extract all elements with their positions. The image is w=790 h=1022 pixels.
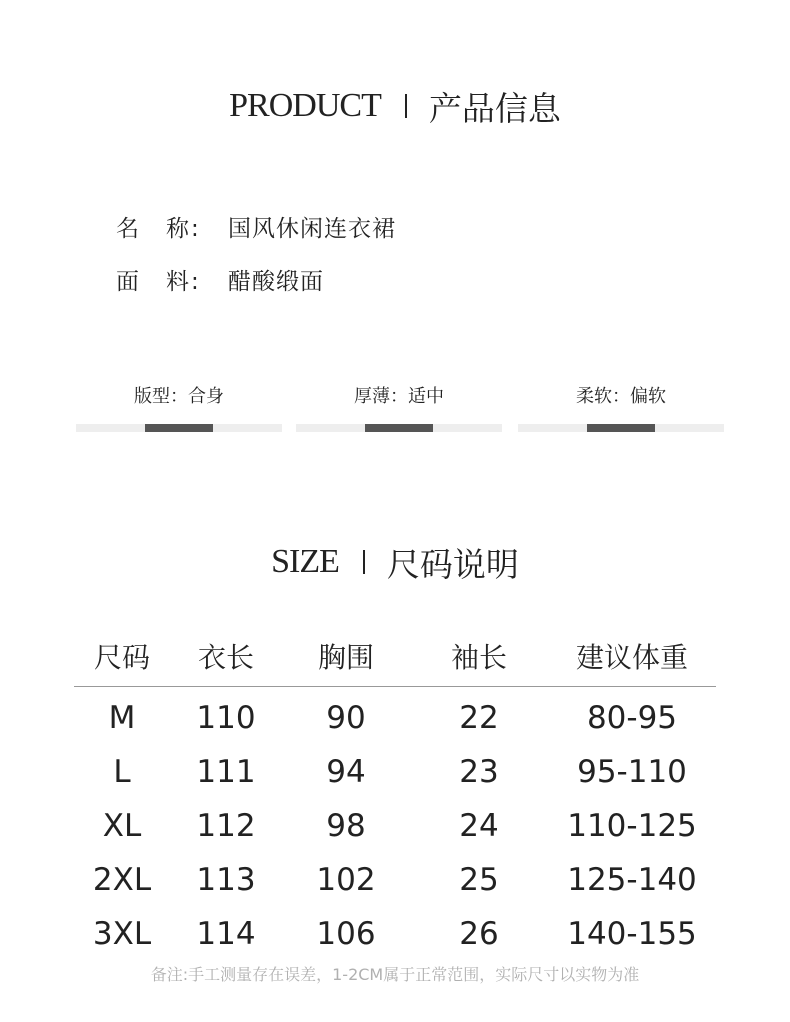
rating-thickness-fill <box>365 424 434 432</box>
length-cell: 111 <box>196 754 256 790</box>
column-header: 袖长 <box>410 630 548 687</box>
size-cell: XL <box>102 808 142 844</box>
rating-softness-fill <box>587 424 656 432</box>
info-value-name: 国风休闲连衣裙 <box>228 215 396 242</box>
rating-softness-label: 柔软：偏软 <box>576 386 666 407</box>
chest-cell: 102 <box>316 862 376 898</box>
length-cell: 114 <box>196 916 256 952</box>
size-cell: L <box>113 754 131 790</box>
title-divider <box>405 94 407 118</box>
sleeve-cell: 25 <box>459 862 499 898</box>
rating-fit-fill <box>145 424 214 432</box>
column-header: 衣长 <box>170 630 282 687</box>
size-cell: M <box>108 700 136 736</box>
length-cell: 113 <box>196 862 256 898</box>
sleeve-cell: 22 <box>459 700 499 736</box>
size-table <box>74 630 716 961</box>
weight-cell: 95-110 <box>577 754 687 790</box>
weight-cell: 110-125 <box>567 808 697 844</box>
rating-softness <box>518 382 724 434</box>
column-header: 胸围 <box>282 630 410 687</box>
rating-fit-marker <box>174 419 184 424</box>
weight-cell: 140-155 <box>567 916 697 952</box>
weight-cell: 80-95 <box>586 700 678 736</box>
sleeve-cell: 26 <box>459 916 499 952</box>
chest-cell: 94 <box>326 754 366 790</box>
weight-cell: 125-140 <box>567 862 697 898</box>
table-row <box>74 687 716 746</box>
info-value-fabric: 醋酸缎面 <box>228 268 324 295</box>
info-label-fabric: 面 料: <box>116 268 201 295</box>
product-title-en: PRODUCT <box>229 87 381 124</box>
rating-fit-track <box>76 424 282 432</box>
chest-cell: 98 <box>326 808 366 844</box>
chest-cell: 90 <box>326 700 366 736</box>
size-section-title <box>0 540 790 584</box>
chest-cell: 106 <box>316 916 376 952</box>
table-row <box>74 799 716 853</box>
info-row-fabric <box>116 264 324 294</box>
size-title-en: SIZE <box>271 543 339 580</box>
column-header: 尺码 <box>74 630 170 687</box>
rating-thickness <box>296 382 502 434</box>
product-title-cn: 产品信息 <box>428 88 561 128</box>
info-label-name: 名 称: <box>116 215 201 242</box>
rating-softness-track <box>518 424 724 432</box>
measurement-footnote: 备注:手工测量存在误差，1-2CM属于正常范围，实际尺寸以实物为准 <box>150 965 640 984</box>
rating-softness-marker <box>616 419 626 424</box>
rating-thickness-track <box>296 424 502 432</box>
table-header-row <box>74 630 716 687</box>
table-row <box>74 745 716 799</box>
column-header: 建议体重 <box>548 630 716 687</box>
rating-fit <box>76 382 282 434</box>
info-row-name <box>116 211 396 241</box>
length-cell: 112 <box>196 808 256 844</box>
rating-thickness-label: 厚薄：适中 <box>354 386 444 407</box>
size-cell: 2XL <box>92 862 152 898</box>
table-row <box>74 853 716 907</box>
rating-thickness-marker <box>394 419 404 424</box>
table-row <box>74 907 716 961</box>
rating-fit-label: 版型：合身 <box>134 386 224 407</box>
sleeve-cell: 23 <box>459 754 499 790</box>
size-cell: 3XL <box>92 916 152 952</box>
title-divider <box>363 550 365 574</box>
product-section-title <box>0 84 790 128</box>
size-title-cn: 尺码说明 <box>386 544 519 584</box>
sleeve-cell: 24 <box>459 808 499 844</box>
length-cell: 110 <box>196 700 256 736</box>
